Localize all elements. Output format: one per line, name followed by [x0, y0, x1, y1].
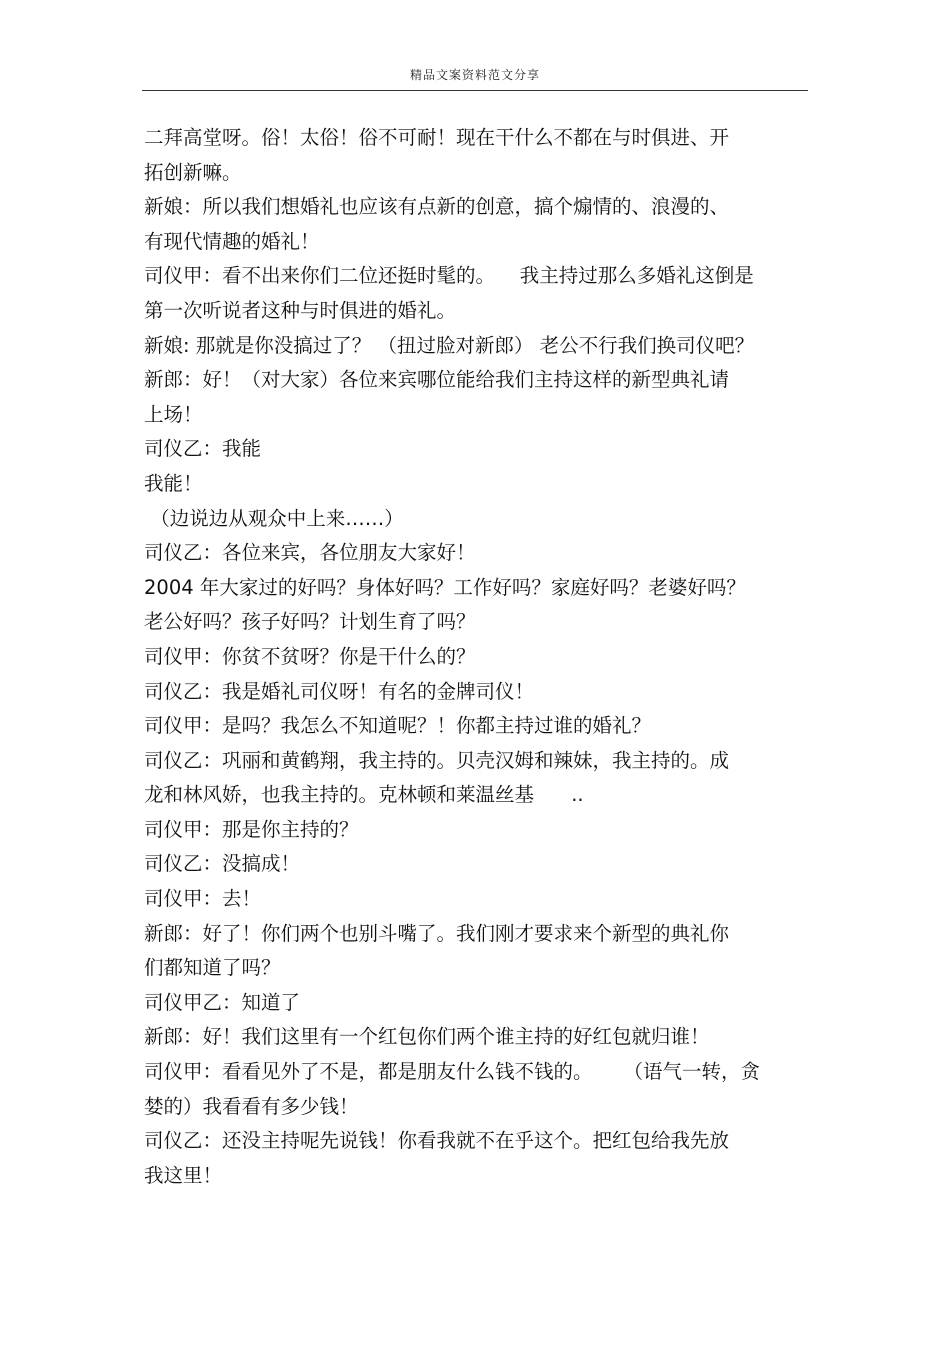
- text-line: 司仪乙：还没主持呢先说钱！你看我就不在乎这个。把红包给我先放: [144, 1129, 730, 1153]
- text-line: 司仪乙：没搞成！: [144, 852, 301, 876]
- text-line: 司仪甲：看不出来你们二位还挺时髦的。 我主持过那么多婚礼这倒是: [144, 264, 754, 288]
- header-divider: [142, 90, 808, 91]
- text-line: 二拜高堂呀。俗！太俗！俗不可耐！现在干什么不都在与时俱进、开: [144, 126, 730, 149]
- text-line: 司仪甲：去！: [144, 887, 262, 911]
- text-line: 老公好吗？孩子好吗？计划生育了吗？: [144, 610, 476, 634]
- text-line: 新娘: 那就是你没搞过了？ （扭过脸对新郎） 老公不行我们换司仪吧？: [144, 333, 755, 357]
- text-line: 司仪甲：看看见外了不是，都是朋友什么钱不钱的。 （语气一转，贪: [144, 1060, 760, 1084]
- text-line: 新郎：好！我们这里有一个红包你们两个谁主持的好红包就归谁！: [144, 1025, 710, 1049]
- text-line: 婪的）我看看有多少钱！: [144, 1094, 359, 1118]
- text-line: 司仪乙：巩丽和黄鹤翔，我主持的。贝壳汉姆和辣妹，我主持的。成: [144, 748, 730, 772]
- text-line: 司仪甲：那是你主持的？: [144, 817, 359, 841]
- document-body: [144, 121, 810, 1193]
- text-line: 司仪甲：你贫不贫呀？你是干什么的？: [144, 644, 476, 668]
- text-line: 拓创新嘛。: [144, 160, 242, 184]
- text-line: 司仪乙：我能: [144, 437, 262, 461]
- text-line: 我能！: [144, 471, 203, 495]
- text-line: 新郎：好！（对大家）各位来宾哪位能给我们主持这样的新型典礼请: [144, 368, 730, 392]
- text-line: 们都知道了吗？: [144, 956, 281, 980]
- text-line: 第一次听说者这种与时俱进的婚礼。: [144, 298, 457, 322]
- text-line: 上场！: [144, 402, 203, 426]
- text-line: 新郎：好了！你们两个也别斗嘴了。我们刚才要求来个新型的典礼你: [144, 921, 730, 945]
- text-line: 我这里！: [144, 1163, 223, 1187]
- text-line: 2004 年大家过的好吗？身体好吗？工作好吗？家庭好吗？老婆好吗？: [144, 575, 746, 599]
- text-line: 司仪甲乙：知道了: [144, 990, 301, 1014]
- text-line: 司仪乙：我是婚礼司仪呀！有名的金牌司仪！: [144, 679, 535, 703]
- text-line: 新娘：所以我们想婚礼也应该有点新的创意，搞个煽情的、浪漫的、: [144, 195, 730, 219]
- page-header: 精品文案资料范文分享: [409, 68, 540, 82]
- text-line: 有现代情趣的婚礼！: [144, 229, 320, 253]
- text-line: 司仪乙：各位来宾，各位朋友大家好！: [144, 541, 476, 565]
- text-line: 司仪甲：是吗？我怎么不知道呢？！你都主持过谁的婚礼？: [144, 714, 652, 738]
- text-line: 龙和林风娇，也我主持的。克林顿和莱温丝基 ..: [144, 783, 584, 807]
- text-line: （边说边从观众中上来……）: [144, 506, 404, 530]
